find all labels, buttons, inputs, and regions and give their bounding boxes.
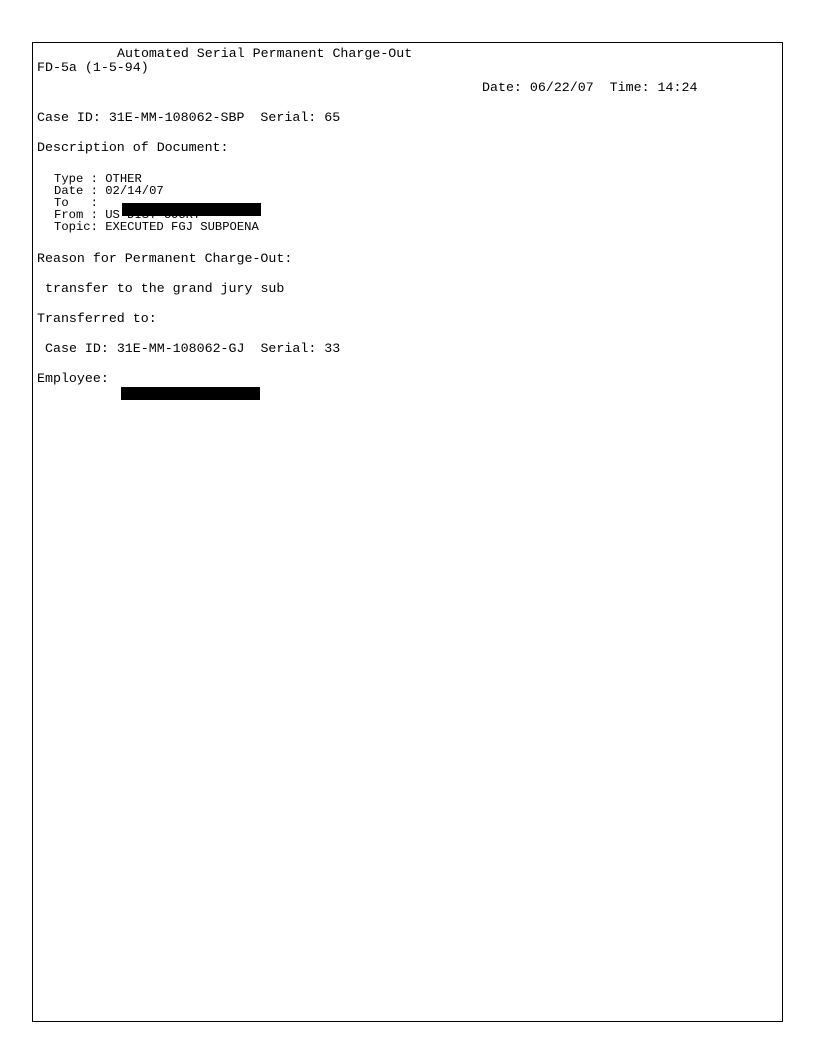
document-type: Type : OTHER (54, 172, 142, 186)
document-date: Date : 02/14/07 (54, 184, 164, 198)
date-time-stamp: Date: 06/22/07 Time: 14:24 (482, 80, 698, 95)
case-id-line: Case ID: 31E-MM-108062-SBP Serial: 65 (37, 110, 341, 125)
transferred-case-line: Case ID: 31E-MM-108062-GJ Serial: 33 (45, 341, 341, 356)
document-to: To : (54, 196, 98, 210)
reason-heading: Reason for Permanent Charge-Out: (37, 251, 293, 266)
document-page (32, 42, 783, 1022)
reason-text: transfer to the grand jury sub (45, 281, 285, 296)
document-topic: Topic: EXECUTED FGJ SUBPOENA (54, 220, 259, 234)
document-from: From : US DIST COURT (54, 208, 201, 222)
description-heading: Description of Document: (37, 140, 229, 155)
transferred-heading: Transferred to: (37, 311, 157, 326)
employee-redaction-block (121, 387, 260, 400)
form-title: Automated Serial Permanent Charge-Out (117, 46, 413, 61)
form-number: FD-5a (1-5-94) (37, 60, 149, 75)
employee-label: Employee: (37, 371, 109, 386)
